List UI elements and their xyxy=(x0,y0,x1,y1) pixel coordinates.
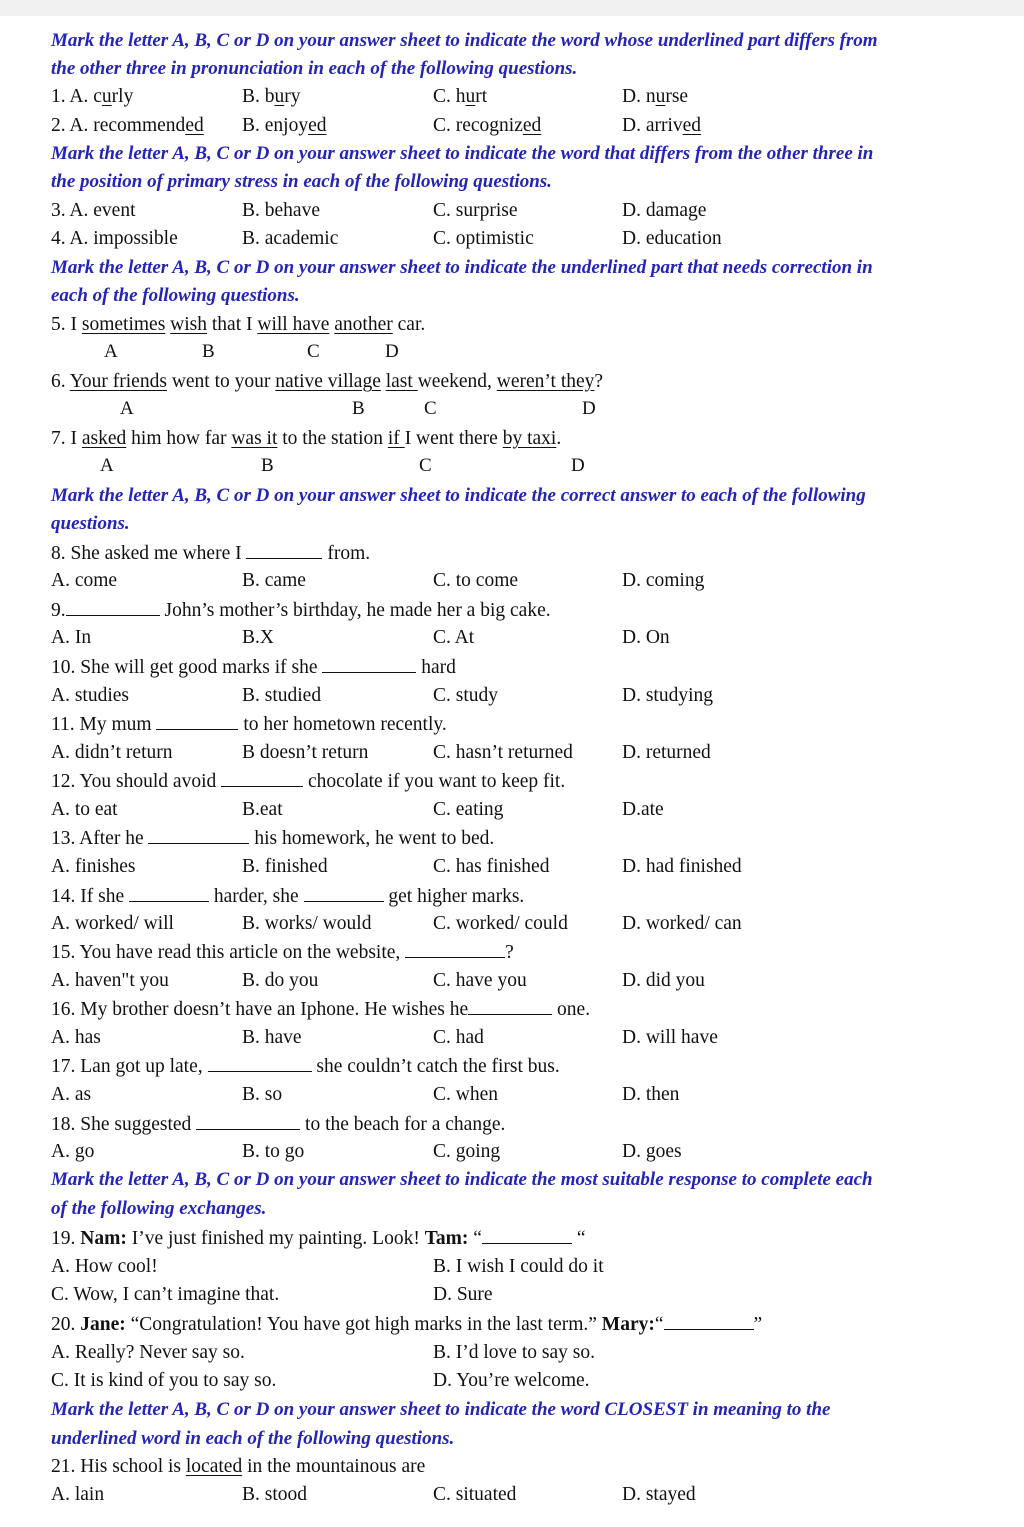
question-6: 6. Your friends went to your native village last weekend, weren’t they? xyxy=(51,371,604,392)
option-d[interactable]: D. worked/ can xyxy=(622,913,742,934)
part-d[interactable]: another xyxy=(334,314,393,335)
instruction-correct-answer-line1: Mark the letter A, B, C or D on your answer sheet to indicate the correct answer to each of the following xyxy=(51,485,866,506)
label-a: A xyxy=(104,341,118,362)
part-a[interactable]: Your friends xyxy=(69,371,167,392)
option-b[interactable]: B.X xyxy=(242,627,274,648)
label-b: B xyxy=(202,341,215,362)
instruction-response-line2: of the following exchanges. xyxy=(51,1198,267,1219)
question-19: 19. Nam: I’ve just finished my painting. Look! Tam: “ “ xyxy=(51,1223,585,1252)
answer-blank[interactable] xyxy=(66,595,160,616)
option-a[interactable]: A. How cool! xyxy=(51,1256,158,1277)
option-a[interactable]: A. go xyxy=(51,1141,95,1162)
label-c: C xyxy=(419,455,432,476)
option-d[interactable]: D. then xyxy=(622,1084,680,1105)
part-a[interactable]: sometimes xyxy=(81,314,166,335)
option-b[interactable]: B. behave xyxy=(242,200,320,221)
option-a[interactable]: 3. A. event xyxy=(51,200,136,221)
label-c: C xyxy=(424,398,437,419)
option-b[interactable]: B doesn’t return xyxy=(242,742,369,763)
part-d[interactable]: by taxi xyxy=(502,428,557,449)
option-a[interactable]: A. studies xyxy=(51,685,129,706)
option-c[interactable]: C. Wow, I can’t imagine that. xyxy=(51,1284,280,1305)
option-b[interactable]: B. I’d love to say so. xyxy=(433,1342,595,1363)
option-c[interactable]: C. going xyxy=(433,1141,501,1162)
part-b[interactable]: native village xyxy=(275,371,381,392)
option-d[interactable]: D. had finished xyxy=(622,856,742,877)
instruction-closest-line1: Mark the letter A, B, C or D on your answer sheet to indicate the word CLOSEST in meaning to the xyxy=(51,1399,831,1420)
speaker-jane: Jane: xyxy=(80,1314,126,1335)
option-a[interactable]: 2. A. recommended xyxy=(51,115,204,136)
option-d[interactable]: D. Sure xyxy=(433,1284,493,1305)
question-21: 21. His school is located in the mountainous are xyxy=(51,1456,426,1477)
option-d[interactable]: D. damage xyxy=(622,200,707,221)
question-13: 13. After he his homework, he went to bed. xyxy=(51,823,494,852)
option-d[interactable]: D. arrived xyxy=(622,115,702,136)
label-c: C xyxy=(307,341,320,362)
option-d[interactable]: D. did you xyxy=(622,970,705,991)
option-c[interactable]: C. It is kind of you to say so. xyxy=(51,1370,277,1391)
part-c[interactable]: last xyxy=(385,371,418,392)
speaker-mary: Mary: xyxy=(601,1314,655,1335)
option-c[interactable]: C. has finished xyxy=(433,856,550,877)
part-c[interactable]: if xyxy=(387,428,405,449)
instruction-correction-line2: each of the following questions. xyxy=(51,285,300,306)
question-15: 15. You have read this article on the website, ? xyxy=(51,937,514,966)
answer-blank[interactable] xyxy=(148,823,249,844)
answer-blank[interactable] xyxy=(664,1309,754,1330)
option-b[interactable]: B. bury xyxy=(242,86,301,107)
option-b[interactable]: B. stood xyxy=(242,1484,308,1505)
question-5: 5. I sometimes wish that I will have another car. xyxy=(51,314,426,335)
question-20: 20. Jane: “Congratulation! You have got high marks in the last term.” Mary:“ ” xyxy=(51,1309,762,1338)
option-b[interactable]: B. studied xyxy=(242,685,322,706)
answer-blank-1[interactable] xyxy=(129,881,209,902)
option-c[interactable]: C. worked/ could xyxy=(433,913,568,934)
option-b[interactable]: B. so xyxy=(242,1084,283,1105)
option-b[interactable]: B.eat xyxy=(242,799,283,820)
option-a[interactable]: A. to eat xyxy=(51,799,118,820)
option-c[interactable]: C. study xyxy=(433,685,499,706)
option-d[interactable]: D. You’re welcome. xyxy=(433,1370,590,1391)
answer-blank[interactable] xyxy=(405,937,505,958)
option-d[interactable]: D. studying xyxy=(622,685,714,706)
answer-blank[interactable] xyxy=(246,538,322,559)
answer-blank[interactable] xyxy=(468,994,552,1015)
option-b[interactable]: B. do you xyxy=(242,970,319,991)
option-d[interactable]: D. will have xyxy=(622,1027,718,1048)
option-b[interactable]: B. to go xyxy=(242,1141,305,1162)
answer-blank[interactable] xyxy=(482,1223,572,1244)
question-14: 14. If she harder, she get higher marks. xyxy=(51,881,524,910)
speaker-tam: Tam: xyxy=(424,1228,469,1249)
option-b[interactable]: B. have xyxy=(242,1027,302,1048)
label-a: A xyxy=(120,398,134,419)
part-a[interactable]: asked xyxy=(81,428,127,449)
option-c[interactable]: C. surprise xyxy=(433,200,518,221)
answer-blank[interactable] xyxy=(156,709,238,730)
option-a[interactable]: 1. A. curly xyxy=(51,86,134,107)
instruction-correct-answer-line2: questions. xyxy=(51,513,130,534)
instruction-pronunciation-line2: the other three in pronunciation in each of the following questions. xyxy=(51,58,578,79)
option-b[interactable]: B. academic xyxy=(242,228,339,249)
option-d[interactable]: D. nurse xyxy=(622,86,689,107)
option-a[interactable]: A. didn’t return xyxy=(51,742,173,763)
option-a[interactable]: A. as xyxy=(51,1084,92,1105)
part-b[interactable]: was it xyxy=(231,428,278,449)
part-c[interactable]: will have xyxy=(257,314,330,335)
option-a[interactable]: A. worked/ will xyxy=(51,913,174,934)
label-d: D xyxy=(582,398,596,419)
option-c[interactable]: C. when xyxy=(433,1084,498,1105)
answer-blank[interactable] xyxy=(221,766,303,787)
option-b[interactable]: B. I wish I could do it xyxy=(433,1256,604,1277)
option-c[interactable]: C. hasn’t returned xyxy=(433,742,573,763)
option-a[interactable]: A. lain xyxy=(51,1484,105,1505)
question-9: 9. John’s mother’s birthday, he made her a big cake. xyxy=(51,595,551,624)
label-b: B xyxy=(261,455,274,476)
option-a[interactable]: A. finishes xyxy=(51,856,136,877)
question-16: 16. My brother doesn’t have an Iphone. He wishes he one. xyxy=(51,994,590,1023)
label-a: A xyxy=(100,455,114,476)
option-d[interactable]: D. stayed xyxy=(622,1484,696,1505)
option-c[interactable]: C. hurt xyxy=(433,86,488,107)
part-d[interactable]: weren’t they xyxy=(496,371,595,392)
option-c[interactable]: C. eating xyxy=(433,799,504,820)
option-c[interactable]: C. had xyxy=(433,1027,484,1048)
answer-blank[interactable] xyxy=(208,1051,312,1072)
question-7: 7. I asked him how far was it to the station if I went there by taxi. xyxy=(51,428,562,449)
label-d: D xyxy=(571,455,585,476)
option-b[interactable]: B. came xyxy=(242,570,306,591)
instruction-response-line1: Mark the letter A, B, C or D on your answer sheet to indicate the most suitable response to complete each xyxy=(51,1169,873,1190)
option-c[interactable]: C. recognized xyxy=(433,115,542,136)
question-11: 11. My mum to her hometown recently. xyxy=(51,709,447,738)
option-a[interactable]: A. come xyxy=(51,570,118,591)
underlined-word: located xyxy=(185,1456,243,1477)
option-a[interactable]: A. haven"t you xyxy=(51,970,169,991)
option-d[interactable]: D. On xyxy=(622,627,670,648)
instruction-closest-line2: underlined word in each of the following questions. xyxy=(51,1428,455,1449)
instruction-pronunciation-line1: Mark the letter A, B, C or D on your answer sheet to indicate the word whose underlined part differs from xyxy=(51,30,878,51)
label-b: B xyxy=(352,398,365,419)
option-d[interactable]: D. education xyxy=(622,228,722,249)
question-8: 8. She asked me where I from. xyxy=(51,538,370,567)
option-b[interactable]: B. finished xyxy=(242,856,328,877)
option-b[interactable]: B. works/ would xyxy=(242,913,372,934)
option-d[interactable]: D.ate xyxy=(622,799,664,820)
answer-blank[interactable] xyxy=(322,652,416,673)
option-c[interactable]: C. situated xyxy=(433,1484,517,1505)
answer-blank[interactable] xyxy=(196,1109,300,1130)
option-a[interactable]: A. In xyxy=(51,627,92,648)
option-a[interactable]: 4. A. impossible xyxy=(51,228,178,249)
answer-blank-2[interactable] xyxy=(304,881,384,902)
instruction-stress-line2: the position of primary stress in each of the following questions. xyxy=(51,171,552,192)
option-d[interactable]: D. coming xyxy=(622,570,705,591)
instruction-correction-line1: Mark the letter A, B, C or D on your answer sheet to indicate the underlined part that needs correction in xyxy=(51,257,873,278)
label-d: D xyxy=(385,341,399,362)
instruction-stress-line1: Mark the letter A, B, C or D on your answer sheet to indicate the word that differs from the other three in xyxy=(51,143,874,164)
question-17: 17. Lan got up late, she couldn’t catch the first bus. xyxy=(51,1051,560,1080)
question-12: 12. You should avoid chocolate if you want to keep fit. xyxy=(51,766,565,795)
option-d[interactable]: D. returned xyxy=(622,742,711,763)
option-c[interactable]: C. At xyxy=(433,627,475,648)
option-c[interactable]: C. have you xyxy=(433,970,527,991)
question-10: 10. She will get good marks if she hard xyxy=(51,652,456,681)
part-b[interactable]: wish xyxy=(170,314,208,335)
option-d[interactable]: D. goes xyxy=(622,1141,682,1162)
option-a[interactable]: A. has xyxy=(51,1027,101,1048)
option-b[interactable]: B. enjoyed xyxy=(242,115,327,136)
question-18: 18. She suggested to the beach for a change. xyxy=(51,1109,505,1138)
option-c[interactable]: C. to come xyxy=(433,570,519,591)
option-c[interactable]: C. optimistic xyxy=(433,228,534,249)
speaker-nam: Nam: xyxy=(80,1228,127,1249)
option-a[interactable]: A. Really? Never say so. xyxy=(51,1342,245,1363)
